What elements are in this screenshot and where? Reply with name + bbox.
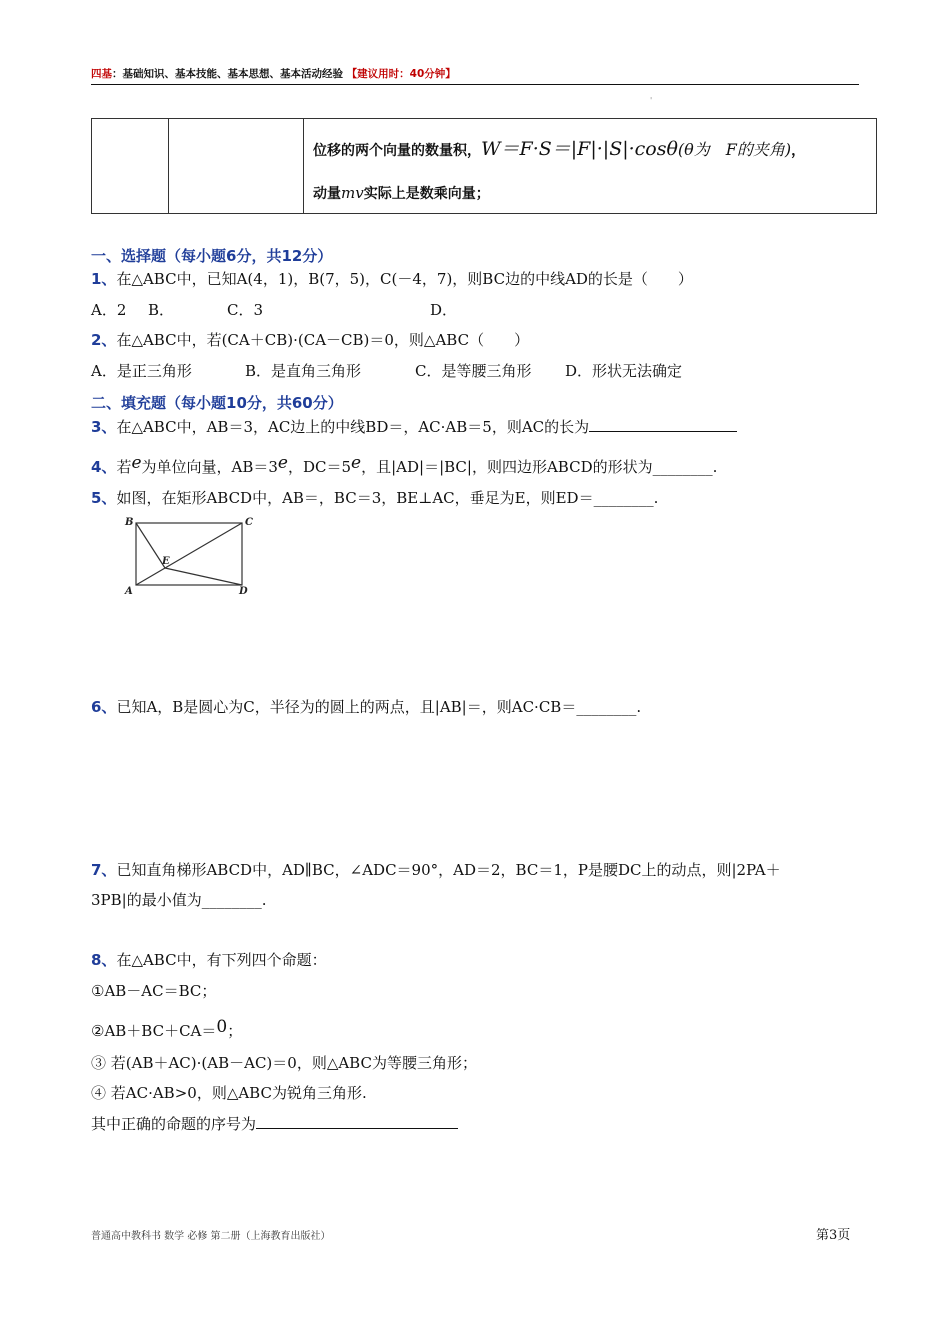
stray-mark: ' [650,96,653,105]
question-7-line1: 已知直角梯形ABCD中，AD∥BC，∠ADC＝90°，AD＝2，BC＝1，P是腰DC上的动点，则|2PA＋ [116,861,781,879]
label-c: C [245,517,253,528]
rectangle-figure [122,514,257,600]
q1-option-a: A．2 [91,301,127,319]
header-rest: ：基础知识、基本技能、基本思想、基本活动经验 [112,68,343,80]
label-e: E [162,556,170,567]
question-7-number: 7、 [91,861,117,879]
question-8-intro: 在△ABC中，有下列四个命题： [116,951,327,969]
q4-text-b: 为单位向量，AB＝3 [141,458,278,476]
question-3 [91,416,737,437]
table-line2-pre: 动量 [313,186,341,202]
question-4 [91,453,718,477]
footer-page-number: 第3页 [816,1228,851,1243]
q4-text-c: ，DC＝5 [287,458,352,476]
table-cell-1 [92,119,169,213]
proposition-4: ④ 若AC·AB>0，则△ABC为锐角三角形. [91,1084,367,1102]
question-6-number: 6、 [91,698,117,716]
q2-option-b: B．是直角三角形 [245,362,362,380]
question-4-number: 4、 [91,458,117,476]
section-choice-title: 一、选择题（每小题6分，共12分） [91,247,333,265]
label-a: A [125,586,133,597]
zero-vector: 0 [216,1017,228,1037]
question-7 [91,859,781,880]
proposition-2 [91,1017,243,1041]
q4-unit-vector-e1: e [131,453,142,473]
proposition-2-text: ②AB＋BC＋CA＝ [91,1022,217,1040]
question-6-text: 已知A，B是圆心为C，半径为的圆上的两点，且|AB|＝，则AC·CB＝________. [116,698,642,716]
q4-unit-vector-e2: e [277,453,288,473]
q1-option-c: C．3 [227,301,264,319]
work-formula: W＝F·S＝|F|·|S|·cosθ [481,138,678,160]
q4-text-d: ，且|AD|＝|BC|，则四边形ABCD的形状为________. [361,458,718,476]
section-fill-title: 二、填充题（每小题10分，共60分） [91,394,343,412]
q8-answer-label: 其中正确的命题的序号为 [91,1115,257,1133]
label-d: D [239,586,248,597]
question-7-line2: 3PB|的最小值为________. [91,891,267,909]
question-5-number: 5、 [91,489,117,507]
header-lead: 四基 [91,68,112,80]
table-line-2 [313,183,490,203]
question-2-text: 在△ABC中，若(CA＋CB)·(CA－CB)＝0，则△ABC（ ） [116,331,530,349]
page-header [91,66,456,81]
q2-option-a: A．是正三角形 [91,362,192,380]
question-1 [91,268,693,289]
proposition-2-tail: ； [227,1022,243,1040]
diagonal-ac [136,523,242,585]
q4-text-a: 若 [116,458,132,476]
table-cell-2 [168,119,304,213]
momentum-symbol: mv [341,184,364,202]
proposition-3: ③ 若(AB＋AC)·(AB－AC)＝0，则△ABC为等腰三角形； [91,1054,477,1072]
header-rule [91,84,859,85]
question-8 [91,949,327,970]
label-b: B [125,517,134,528]
question-2-number: 2、 [91,331,117,349]
work-formula-note: (θ为 F的夹角) [677,140,792,159]
proposition-1: ①AB－AC＝BC； [91,982,217,1000]
footer-book-title: 普通高中教科书 数学 必修 第二册（上海教育出版社） [91,1231,331,1242]
q1-option-b: B． [148,301,175,319]
q4-unit-vector-e3: e [351,453,362,473]
segment-ed [165,568,242,585]
table-line1-tail: ， [791,143,806,159]
formula-table [91,118,877,214]
header-time: 【建议用时：40分钟】 [346,68,456,80]
q8-answer-blank[interactable] [256,1114,458,1129]
question-5 [91,487,658,508]
question-5-text: 如图，在矩形ABCD中，AB＝，BC＝3，BE⊥AC，垂足为E，则ED＝________. [116,489,659,507]
table-line2-post: 实际上是数乘向量； [363,186,490,202]
question-1-text: 在△ABC中，已知A(4，1)，B(7，5)，C(－4，7)，则BC边的中线AD的长是（ ） [116,270,693,288]
q8-answer-line [91,1113,458,1134]
question-8-number: 8、 [91,951,117,969]
question-6 [91,696,641,717]
question-3-number: 3、 [91,418,117,436]
table-line-1 [313,134,805,161]
question-1-number: 1、 [91,270,117,288]
question-3-text: 在△ABC中，AB＝3，AC边上的中线BD＝，AC·AB＝5，则AC的长为 [116,418,590,436]
segment-be [136,523,165,568]
q2-option-c: C．是等腰三角形 [415,362,532,380]
q1-option-d: D． [430,301,458,319]
table-cell-3 [303,119,876,213]
table-line1-text: 位移的两个向量的数量积， [313,143,481,159]
q3-answer-blank[interactable] [589,417,737,432]
question-2 [91,329,529,350]
q2-option-d: D．形状无法确定 [565,362,683,380]
